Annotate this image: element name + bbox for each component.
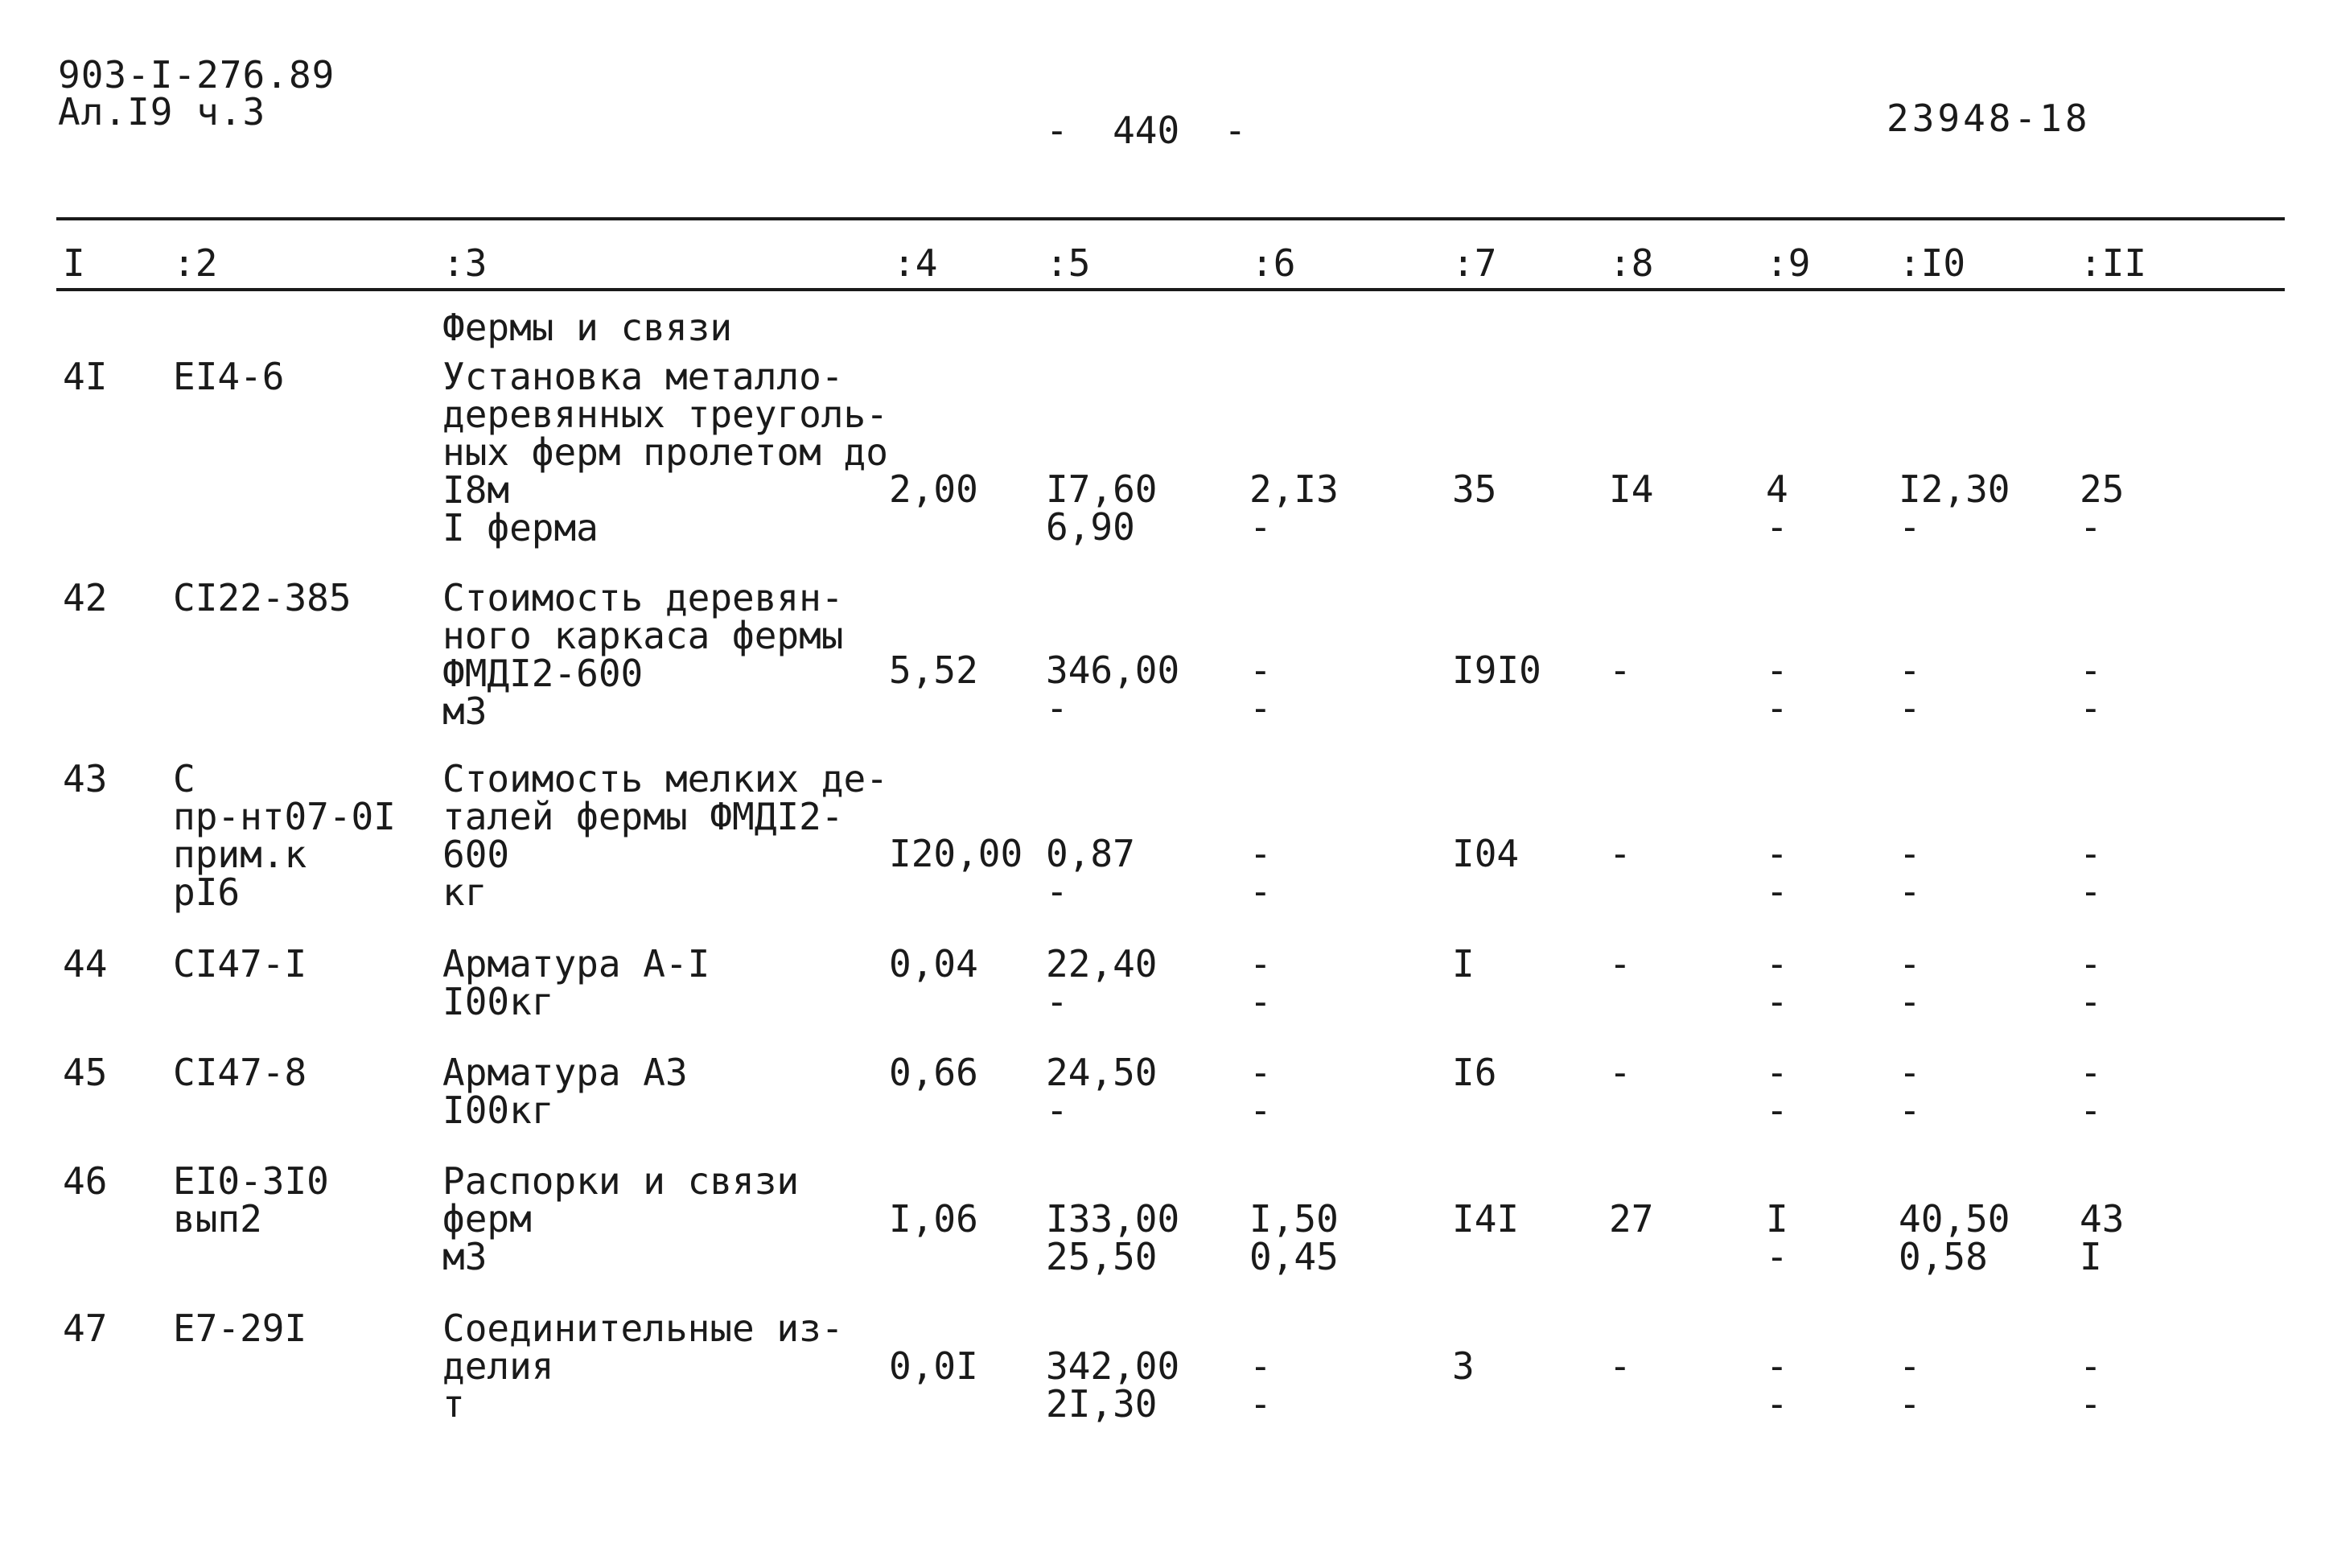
norm-code: C пр-нт07-0I прим.к рI6: [173, 757, 396, 914]
col9-value: - -: [1766, 1051, 1788, 1132]
col7-value: I9I0: [1452, 648, 1541, 692]
work-description: Установка металло- деревянных треуголь- ных ферм пролетом до I8м I ферма: [442, 355, 888, 549]
quantity: 0,66: [889, 1051, 978, 1094]
col10-value: I2,30 -: [1899, 467, 2010, 549]
sheet-label: Ал.I9 ч.3: [58, 90, 266, 134]
norm-code: CI47-8: [173, 1051, 307, 1094]
column-header-8: :8: [1609, 241, 1654, 285]
col6-value: 2,I3 -: [1249, 467, 1339, 549]
quantity: 2,00: [889, 467, 978, 511]
norm-code: CI22-385: [173, 576, 352, 619]
column-header-11: :II: [2080, 241, 2147, 285]
col5-value: 22,40 -: [1046, 942, 1158, 1023]
page-number: - 440 -: [1046, 109, 1247, 152]
column-header-1: I: [63, 241, 85, 285]
row-number: 45: [63, 1051, 108, 1094]
col9-value: - -: [1766, 648, 1788, 730]
work-description: Распорки и связи ферм м3: [442, 1159, 800, 1278]
col6-value: I,50 0,45: [1249, 1197, 1339, 1278]
col9-value: - -: [1766, 1344, 1788, 1426]
row-number: 47: [63, 1307, 108, 1350]
col8-value: -: [1609, 1344, 1632, 1388]
column-header-10: :I0: [1899, 241, 1966, 285]
work-description: Соединительные из- делия т: [442, 1307, 844, 1426]
work-description: Стоимость мелких де- талей фермы ФМДI2- 600 кг: [442, 757, 888, 914]
col10-value: - -: [1899, 648, 1921, 730]
col11-value: - -: [2080, 1051, 2102, 1132]
column-header-2: :2: [173, 241, 218, 285]
col10-value: 40,50 0,58: [1899, 1197, 2010, 1278]
col5-value: 0,87 -: [1046, 832, 1135, 913]
document-header: [58, 53, 335, 134]
quantity: 5,52: [889, 648, 978, 692]
col11-value: 43 I: [2080, 1197, 2125, 1278]
col7-value: I04: [1452, 832, 1520, 875]
col7-value: 35: [1452, 467, 1497, 511]
col8-value: -: [1609, 1051, 1632, 1094]
work-description: Арматура А3 I00кг: [442, 1051, 688, 1132]
norm-code: E7-29I: [173, 1307, 307, 1350]
column-header-7: :7: [1452, 241, 1497, 285]
col6-value: - -: [1249, 942, 1272, 1023]
section-title: Фермы и связи: [442, 306, 733, 349]
col10-value: - -: [1899, 832, 1921, 913]
row-number: 46: [63, 1159, 108, 1203]
col9-value: 4 -: [1766, 467, 1788, 549]
col5-value: 346,00 -: [1046, 648, 1180, 730]
col10-value: - -: [1899, 1344, 1921, 1426]
col8-value: -: [1609, 832, 1632, 875]
col6-value: - -: [1249, 648, 1272, 730]
col11-value: - -: [2080, 1344, 2102, 1426]
column-header-4: :4: [893, 241, 938, 285]
norm-code: CI47-I: [173, 942, 307, 986]
row-number: 42: [63, 576, 108, 619]
col11-value: - -: [2080, 648, 2102, 730]
header-rule: [56, 288, 2285, 291]
archive-number: 23948-18: [1887, 97, 2091, 140]
col7-value: I: [1452, 942, 1475, 986]
col7-value: 3: [1452, 1344, 1475, 1388]
work-description: Арматура А-I I00кг: [442, 942, 710, 1023]
col9-value: - -: [1766, 832, 1788, 913]
col7-value: I6: [1452, 1051, 1497, 1094]
column-header-3: :3: [442, 241, 488, 285]
col9-value: - -: [1766, 942, 1788, 1023]
col5-value: 24,50 -: [1046, 1051, 1158, 1132]
col6-value: - -: [1249, 1051, 1272, 1132]
col6-value: - -: [1249, 1344, 1272, 1426]
col11-value: 25 -: [2080, 467, 2125, 549]
norm-code: EI4-6: [173, 355, 285, 398]
row-number: 4I: [63, 355, 108, 398]
col7-value: I4I: [1452, 1197, 1520, 1241]
col10-value: - -: [1899, 942, 1921, 1023]
row-number: 43: [63, 757, 108, 800]
col11-value: - -: [2080, 832, 2102, 913]
col5-value: I33,00 25,50: [1046, 1197, 1180, 1278]
work-description: Стоимость деревян- ного каркаса фермы ФМДI2-600 м3: [442, 576, 844, 733]
col5-value: 342,00 2I,30: [1046, 1344, 1180, 1426]
col9-value: I -: [1766, 1197, 1788, 1278]
quantity: 0,04: [889, 942, 978, 986]
col8-value: -: [1609, 942, 1632, 986]
row-number: 44: [63, 942, 108, 986]
col8-value: 27: [1609, 1197, 1654, 1241]
column-header-6: :6: [1251, 241, 1296, 285]
quantity: I20,00: [889, 832, 1023, 875]
top-rule: [56, 217, 2285, 220]
col5-value: I7,60 6,90: [1046, 467, 1158, 549]
column-header-5: :5: [1046, 241, 1091, 285]
col8-value: -: [1609, 648, 1632, 692]
col11-value: - -: [2080, 942, 2102, 1023]
doc-code: 903-I-276.89: [58, 53, 335, 97]
col8-value: I4: [1609, 467, 1654, 511]
quantity: 0,0I: [889, 1344, 978, 1388]
col6-value: - -: [1249, 832, 1272, 913]
column-header-9: :9: [1766, 241, 1811, 285]
norm-code: EI0-3I0 вып2: [173, 1159, 329, 1241]
col10-value: - -: [1899, 1051, 1921, 1132]
quantity: I,06: [889, 1197, 978, 1241]
